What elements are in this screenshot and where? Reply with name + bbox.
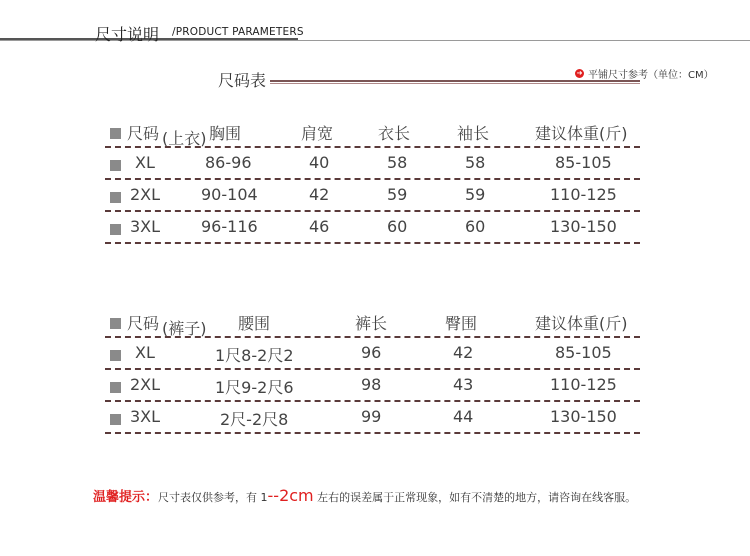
table-row <box>105 148 640 180</box>
cell-weight: 85-105 <box>555 343 612 362</box>
unit-note-text: 平铺尺寸参考（单位：CM） <box>588 70 714 81</box>
cell-sleeve: 60 <box>465 217 486 236</box>
cell-waist: 1尺8-2尺2 <box>215 346 294 365</box>
table-row <box>105 212 640 244</box>
cell-sleeve: 58 <box>465 153 486 172</box>
cell-chest: 86-96 <box>205 153 252 172</box>
tip-label: 温馨提示： <box>93 490 159 505</box>
unit-note <box>575 66 714 81</box>
cell-chest: 96-116 <box>201 217 258 236</box>
cell-size: XL <box>135 153 155 172</box>
square-bullet-icon <box>110 192 121 203</box>
table-header-row <box>105 306 640 338</box>
tip-text-after: 左右的误差属于正常现象，如有不清楚的地方，请咨询在线客服。 <box>313 491 637 504</box>
table-row <box>105 370 640 402</box>
cell-shoulder: 40 <box>309 153 330 172</box>
cell-pants-length: 99 <box>361 407 382 426</box>
table-row <box>105 402 640 434</box>
cell-length: 59 <box>387 185 408 204</box>
table-header-row <box>105 116 640 148</box>
cell-pants-length: 98 <box>361 375 382 394</box>
row-divider <box>105 432 640 434</box>
cell-size: 2XL <box>130 185 161 204</box>
page-subtitle: /PRODUCT PARAMETERS <box>172 26 304 38</box>
cell-sleeve: 59 <box>465 185 486 204</box>
header-length: 衣长 <box>378 124 411 143</box>
square-bullet-icon <box>110 318 121 329</box>
square-bullet-icon <box>110 414 121 425</box>
size-chart-rule-thin <box>270 83 640 84</box>
cell-weight: 85-105 <box>555 153 612 172</box>
header-pants-length: 裤长 <box>355 314 388 333</box>
header-chest: 胸围 <box>209 124 242 143</box>
cell-pants-length: 96 <box>361 343 382 362</box>
cell-size: 2XL <box>130 375 161 394</box>
header-shoulder: 肩宽 <box>301 124 334 143</box>
square-bullet-icon <box>110 128 121 139</box>
header-size: 尺码 <box>127 314 160 333</box>
cell-weight: 110-125 <box>550 185 617 204</box>
cell-chest: 90-104 <box>201 185 258 204</box>
cell-weight: 130-150 <box>550 407 617 426</box>
arrow-right-icon: ➜ <box>576 69 583 77</box>
square-bullet-icon <box>110 350 121 361</box>
page-title: 尺寸说明 <box>95 25 160 44</box>
header-hip: 臀围 <box>445 314 478 333</box>
cell-waist: 1尺9-2尺6 <box>215 378 294 397</box>
table-row <box>105 180 640 212</box>
cell-length: 58 <box>387 153 408 172</box>
cell-length: 60 <box>387 217 408 236</box>
cell-hip: 43 <box>453 375 474 394</box>
header-size-type: (裤子) <box>162 319 207 338</box>
cell-size: 3XL <box>130 407 161 426</box>
cell-hip: 44 <box>453 407 474 426</box>
square-bullet-icon <box>110 224 121 235</box>
cell-shoulder: 46 <box>309 217 330 236</box>
warm-tip <box>93 486 636 505</box>
cell-weight: 110-125 <box>550 375 617 394</box>
row-divider <box>105 242 640 244</box>
cell-hip: 42 <box>453 343 474 362</box>
cell-shoulder: 42 <box>309 185 330 204</box>
tip-text-before: 尺寸表仅供参考，有 1 <box>158 491 268 504</box>
cell-waist: 2尺-2尺8 <box>220 410 289 429</box>
cell-size: XL <box>135 343 155 362</box>
header-size: 尺码 <box>127 124 160 143</box>
header-weight: 建议体重(斤) <box>535 314 628 333</box>
table-row <box>105 338 640 370</box>
header-weight: 建议体重(斤) <box>535 124 628 143</box>
size-chart-title: 尺码表 <box>218 71 267 90</box>
tip-highlight: --2cm <box>267 486 314 505</box>
header-waist: 腰围 <box>238 314 271 333</box>
square-bullet-icon <box>110 160 121 171</box>
cell-weight: 130-150 <box>550 217 617 236</box>
square-bullet-icon <box>110 382 121 393</box>
header-size-type: (上衣) <box>162 129 207 148</box>
header-sleeve: 袖长 <box>457 124 490 143</box>
cell-size: 3XL <box>130 217 161 236</box>
